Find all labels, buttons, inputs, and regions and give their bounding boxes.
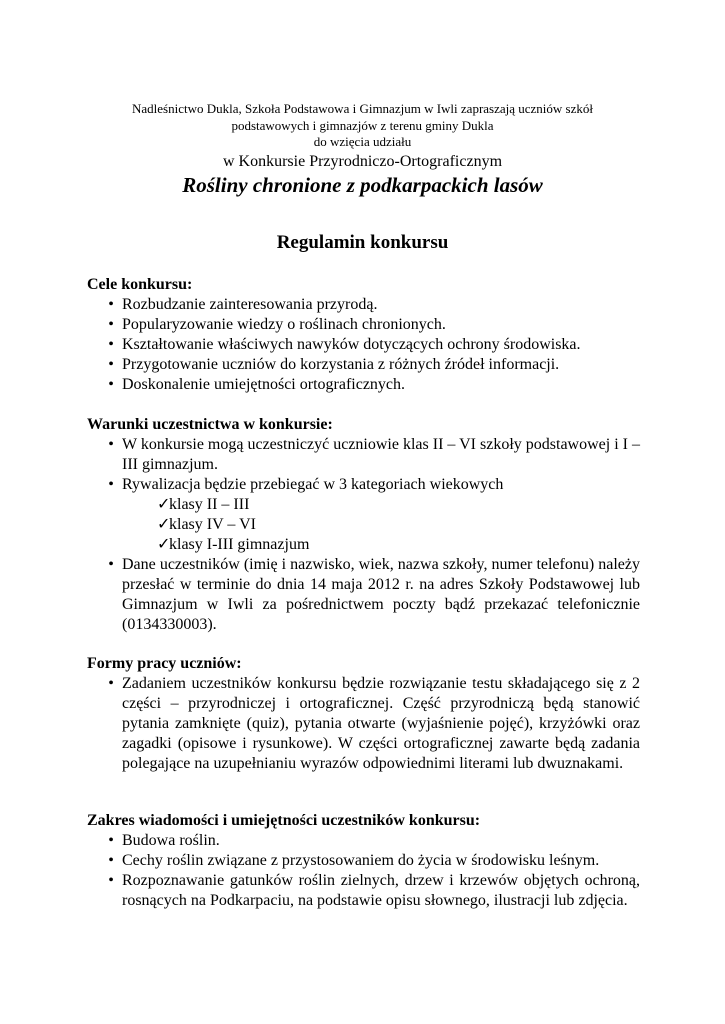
bullet-icon: • [108,852,114,869]
bullet-list [87,674,640,774]
document-header [60,101,665,198]
list-item-text: Budowa roślin. [122,832,220,849]
category-text: klasy II – III [169,496,250,513]
section-heading: Formy pracy uczniów: [87,655,242,672]
list-item-text: Rywalizacja będzie przebiegać w 3 kategoriach wiekowych [122,476,504,493]
section-cele [87,275,640,395]
bullet-icon: • [108,356,114,373]
section-heading: Warunki uczestnictwa w konkursie: [87,416,333,433]
list-item [87,355,640,375]
bullet-icon: • [108,316,114,333]
category-item [157,535,640,555]
bullet-list [87,295,640,395]
list-item-text: Zadaniem uczestników konkursu będzie rozwiązanie testu składającego się z 2 części – przyrodniczej i ortograficznej. Część przyrodniczą będą stanowić pytania zamknięte (quiz), pytania otwarte (wyjaśnienie pojęć), krzyżówki oraz zagadki (opisowe i rysunkowe). W części ortograficznej zawarte będą zadania polegające na uzupełnianiu wyrazów odpowiednimi literami lub dwuznakami. [122,675,640,772]
bullet-icon: • [108,336,114,353]
list-item-text: Cechy roślin związane z przystosowaniem do życia w środowisku leśnym. [122,852,600,869]
checkmark-icon: ✓ [157,516,171,533]
bullet-list [87,831,640,911]
list-item [87,555,640,635]
bullet-icon: • [108,476,114,493]
list-item [87,375,640,395]
category-text: klasy IV – VI [169,516,256,533]
list-item [87,674,640,774]
bullet-icon: • [108,296,114,313]
list-item [87,315,640,335]
header-line-1: Nadleśnictwo Dukla, Szkoła Podstawowa i Gimnazjum w Iwli zapraszają uczniów szkół [131,101,594,116]
list-item [87,851,640,871]
list-item-text: Kształtowanie właściwych nawyków dotyczących ochrony środowiska. [122,336,581,353]
section-warunki [87,415,640,635]
list-item-text: W konkursie mogą uczestniczyć uczniowie klas II – VI szkoły podstawowej i I – III gimnazjum. [122,436,640,473]
section-formy [87,654,640,774]
regulamin-title: Regulamin konkursu [276,232,449,253]
category-text: klasy I-III gimnazjum [169,536,310,553]
bullet-icon: • [108,556,114,573]
list-item-text: Przygotowanie uczniów do korzystania z różnych źródeł informacji. [122,356,560,373]
bullet-list [87,435,640,635]
category-list [157,495,640,555]
category-item [157,495,640,515]
header-line-3: do wzięcia udziału [313,134,412,149]
checkmark-icon: ✓ [157,496,171,513]
list-item [87,871,640,911]
header-line-2: podstawowych i gimnazjów z terenu gminy Dukla [231,117,494,133]
section-zakres [87,811,640,911]
list-item [87,295,640,315]
bullet-icon: • [108,376,114,393]
document-title: Rośliny chronione z podkarpackich lasów [182,172,543,197]
list-item-text: Rozpoznawanie gatunków roślin zielnych, drzew i krzewów objętych ochroną, rosnących na Podkarpaciu, na podstawie opisu słownego, ilustracji lub zdjęcia. [122,872,640,909]
list-item-text: Doskonalenie umiejętności ortograficznych. [122,376,406,393]
list-item-text: Dane uczestników (imię i nazwisko, wiek, nazwa szkoły, numer telefonu) należy przesłać w terminie do dnia 14 maja 2012 r. na adres Szkoły Podstawowej lub Gimnazjum w Iwli za pośrednictwem poczty bądź przekazać telefonicznie (0134330003). [122,556,640,633]
list-item [87,831,640,851]
header-line-4: w Konkursie Przyrodniczo-Ortograficznym [222,152,503,170]
list-item [87,335,640,355]
bullet-icon: • [108,872,114,889]
list-item [87,435,640,475]
list-item-text: Rozbudzanie zainteresowania przyrodą. [122,296,378,313]
list-item [87,475,640,555]
bullet-icon: • [108,436,114,453]
section-heading: Cele konkursu: [87,276,193,293]
bullet-icon: • [108,675,114,692]
section-heading: Zakres wiadomości i umiejętności uczestników konkursu: [87,812,481,829]
list-item-text: Popularyzowanie wiedzy o roślinach chronionych. [122,316,446,333]
bullet-icon: • [108,832,114,849]
checkmark-icon: ✓ [157,536,171,553]
category-item [157,515,640,535]
